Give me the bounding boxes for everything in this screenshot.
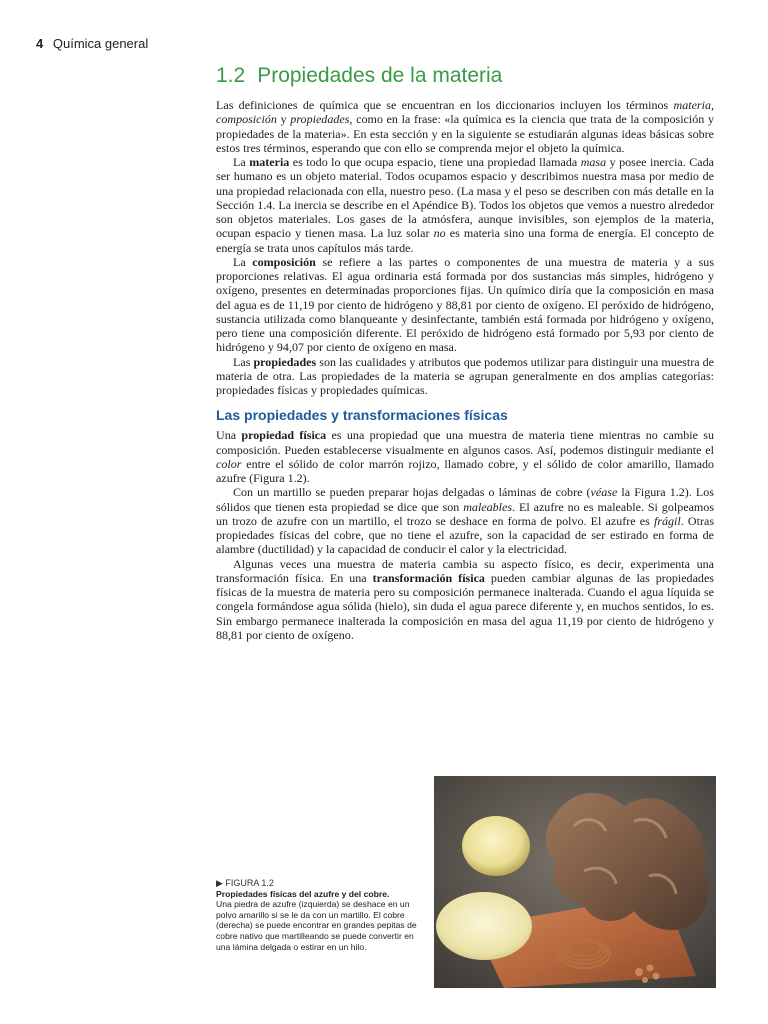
key-term-propiedades: propiedades	[253, 354, 317, 369]
key-term-materia: materia	[249, 155, 290, 169]
text-run: se refiere a las partes o componentes de una muestra de materia y a sus proporciones relativas. El agua ordinaria está formada por dos sustancias más simples, hidrógeno y oxígeno, presentes en determinadas proporciones fijas. Un químico diría que la composición en masa del agua es de 11,19 por ciento de hidrógeno y 88,81 por ciento de oxígeno. El peróxido de hidrógeno, sustancia utilizada como blanqueante y desinfectante, también está formada por hidrógeno y oxígeno, pero tiene una composición diferente. El peróxido de hidrógeno está formado por 5,93 por ciento de hidrógeno y 94,07 por ciento de oxígeno en masa.	[216, 254, 715, 355]
section-number: 1.2	[216, 64, 246, 87]
section-title	[216, 64, 502, 88]
text-run: La	[233, 155, 250, 169]
italic-term: propiedades	[290, 112, 350, 127]
italic-term: color	[216, 456, 242, 471]
sulfur-lump	[462, 816, 530, 876]
text-run: son las cualidades y atributos que podemos utilizar para distinguir una muestra de materia de otra. Las propiedades de la materia se agrupan generalmente en dos amplias categorías: propiedades físicas y propiedades químicas.	[216, 354, 714, 397]
text-run: Algunas veces una muestra de materia cambia su aspecto físico, es decir, experimenta una transformación física. En una	[216, 556, 714, 585]
figure-title: Propiedades físicas del azufre y del cobre.	[216, 888, 390, 899]
key-term-propiedad-fisica: propiedad física	[241, 428, 327, 443]
italic-term: maleables	[463, 499, 513, 514]
figure-description: Una piedra de azufre (izquierda) se deshace en un polvo amarillo si se le da con un martillo. El cobre (derecha) se puede encontrar en grandes pepitas de cobre nativo que martilleando se puede convertir en una lámina delgada o estirar en un hilo.	[216, 899, 417, 952]
subsection-heading: Las propiedades y transformaciones físicas	[216, 407, 508, 424]
running-title: Química general	[52, 36, 149, 51]
text-run: y posee inercia. Cada ser humano es un objeto material. Todos ocupamos espacio y describimos nuestra masa por medio de una propiedad relacionada con ella, nuestro peso. (La masa y el peso se describen con más detalle en la Sección 1.4. La inercia se describe en el Apéndice B). Todos los objetos que vemos a nuestro alrededor son objetos materiales. Los gases de la atmósfera, aunque invisibles, son ejemplos de la materia, ocupan espacio y tienen masa. La luz solar	[216, 155, 714, 241]
running-head	[36, 36, 148, 51]
text-run: pueden cambiar algunas de las propiedades físicas de la muestra de materia pero su composición permanece inalterada. Cuando el agua líquida se congela formándose agua sólida (hielo), sin duda el agua parece diferente y, en muchos sentidos, lo es. Sin embargo permanece inalterada la composición en masa del agua 11,19 por ciento de hidrógeno y 88,81 por ciento de oxígeno.	[216, 570, 714, 642]
figure-photo-sulfur-copper	[434, 776, 716, 988]
key-term-transformacion-fisica: transformación física	[372, 570, 485, 585]
paragraph-transformacion	[216, 557, 714, 643]
page-number: 4	[36, 36, 44, 51]
italic-term: no	[433, 226, 446, 241]
paragraph-martillo	[216, 485, 714, 556]
text-run: . El azufre no es maleable. Si golpeamos un trozo de azufre con un martillo, el trozo se deshace en forma de polvo. El azufre es	[216, 499, 715, 528]
text-run: y	[276, 112, 291, 127]
figure-caption	[216, 878, 422, 952]
text-run: Las	[233, 354, 254, 369]
text-run: la Figura 1.2). Los sólidos que tienen esta propiedad se dice que son	[216, 485, 714, 514]
text-run: Las definiciones de química que se encuentran en los diccionarios incluyen los términos	[216, 98, 674, 112]
paragraph-composicion	[216, 255, 714, 355]
figure-label: ▶ FIGURA 1.2	[216, 878, 274, 888]
text-run: Con un martillo se pueden preparar hojas delgadas o láminas de cobre (	[233, 485, 591, 500]
italic-term: materia, composición	[216, 98, 714, 127]
paragraph-propiedades	[216, 355, 714, 398]
text-run: entre el sólido de color marrón rojizo, llamado cobre, y el sólido de color amarillo, llamado azufre (Figura 1.2).	[216, 456, 714, 485]
body-text	[216, 98, 714, 642]
sulfur-powder	[436, 892, 532, 960]
text-run: Una	[216, 428, 242, 443]
text-run: es materia sino una forma de energía. El concepto de energía se trata unos capítulos más tarde.	[216, 226, 714, 255]
paragraph-materia	[216, 155, 714, 255]
paragraph-fisica	[216, 428, 714, 485]
italic-term: véase	[590, 485, 618, 500]
key-term-composicion: composición	[252, 254, 316, 269]
text-run: , como en la frase: «la química es la ciencia que trata de la composición y propiedades de la materia». En esta sección y en la siguiente se estudiarán algunas ideas básicas sobre estos tres términos, esperando que con ello se comprenda mejor el objeto la química.	[216, 112, 715, 155]
text-run: . Otras propiedades físicas del cobre, que no tiene el azufre, son la capacidad de ser estirado en forma de alambre (ductilidad) y la capacidad de conducir el calor y la electricidad.	[216, 513, 715, 557]
text-run: es todo lo que ocupa espacio, tiene una propiedad llamada	[289, 155, 581, 169]
italic-term: frágil	[653, 513, 681, 528]
italic-term: masa	[580, 155, 607, 169]
text-run: La	[233, 254, 253, 269]
paragraph-intro	[216, 98, 714, 155]
text-run: es una propiedad que una muestra de materia tiene mientras no cambie su composición. Pueden establecerse visualmente en algunos casos. Así, podemos distinguir mediante el	[216, 428, 714, 457]
section-title-text: Propiedades de la materia	[257, 64, 503, 87]
photo-illustration	[434, 776, 716, 988]
